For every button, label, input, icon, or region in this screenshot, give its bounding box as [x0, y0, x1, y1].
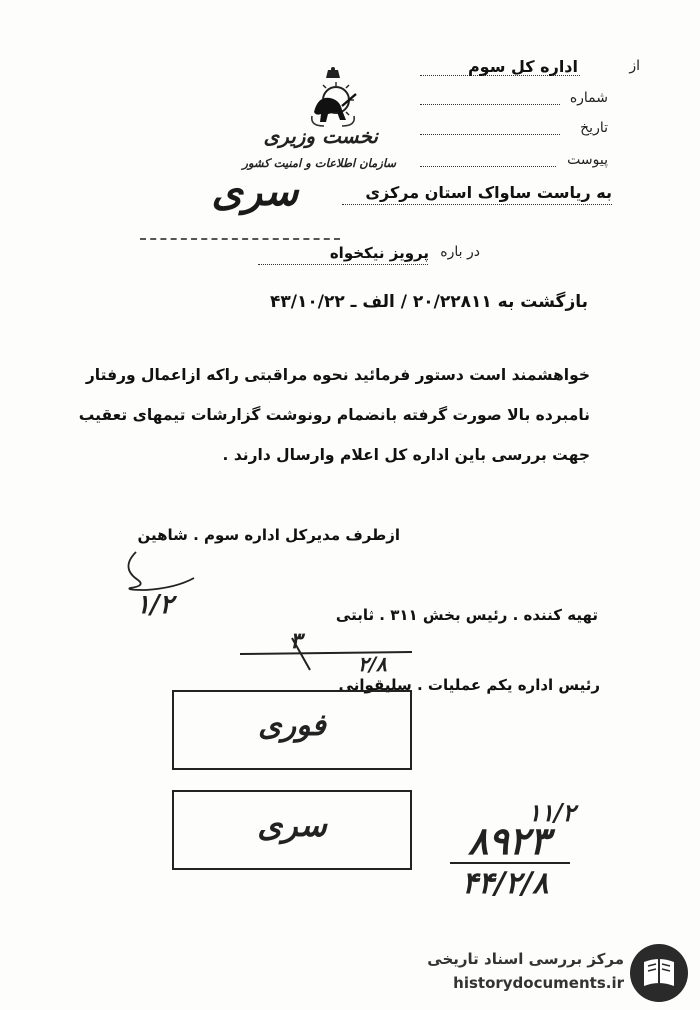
- handwritten-mark-2: ۲/۸: [358, 652, 387, 676]
- prepared-by-line: تهیه کننده . رئیس بخش ۳۱۱ . ثابتی: [335, 606, 598, 624]
- urgent-stamp-box: [172, 690, 412, 770]
- reference-line: بازگشت به ۲۰/۲۲۸۱۱ / الف ـ ۴۳/۱۰/۲۲: [270, 292, 588, 312]
- from-value: اداره کل سوم: [467, 57, 578, 76]
- recipient-line: به ریاست ساواک استان مرکزی: [365, 183, 612, 202]
- book-logo-icon: [630, 944, 688, 1002]
- from-label: از: [629, 58, 640, 74]
- operations-head-line: رئیس اداره یکم عملیات . سلیقوانی: [338, 676, 600, 694]
- subject-value: پرویز نیکخواه: [329, 244, 429, 262]
- date-dotted-line: [420, 134, 560, 135]
- watermark-title: مرکز بررسی اسناد تاریخی: [427, 950, 624, 968]
- handwritten-initial: ۱/۲: [136, 590, 174, 620]
- signature-line: ازطرف مدیرکل اداره سوم . شاهین: [137, 526, 400, 544]
- handwritten-mark-1: ۳: [290, 628, 302, 654]
- secret-stamp-box: [172, 790, 412, 870]
- letterhead-line1: نخست وزیری: [263, 124, 378, 148]
- handwritten-date: ۴۴/۲/۸: [462, 866, 549, 901]
- body-line-3: جهت بررسی باین اداره کل اعلام وارسال دارند .: [222, 446, 590, 464]
- watermark-url: historydocuments.ir: [453, 974, 624, 992]
- urgent-stamp-text: فوری: [258, 708, 326, 743]
- handwritten-fraction: ۱۱/۲: [528, 798, 576, 827]
- classification-stamp: سری: [211, 168, 299, 215]
- subject-label: در باره: [440, 244, 480, 260]
- number-label: شماره: [569, 90, 608, 106]
- subject-dotted-line: [258, 264, 428, 265]
- body-line-2: نامبرده بالا صورت گرفته بانضمام رونوشت گزارشات تیمهای تعقیب: [78, 406, 590, 424]
- attachment-dotted-line: [420, 166, 556, 167]
- body-line-1: خواهشمند است دستور فرمائید نحوه مراقبتی راکه ازاعمال ورفتار: [85, 366, 590, 384]
- number-dotted-line: [420, 104, 560, 105]
- recipient-dotted-line: [342, 204, 612, 205]
- number-underline: [450, 862, 570, 864]
- secret-stamp-text: سری: [257, 806, 327, 844]
- handwritten-number: ۸۹۲۳: [468, 818, 550, 863]
- handwritten-strike: [236, 630, 426, 680]
- date-label: تاریخ: [580, 120, 608, 136]
- letterhead-line2: سازمان اطلاعات و امنیت کشور: [242, 156, 396, 170]
- lion-and-sun-emblem-icon: [306, 66, 360, 128]
- stamp-underline: [140, 238, 340, 240]
- attachment-label: پیوست: [567, 152, 608, 168]
